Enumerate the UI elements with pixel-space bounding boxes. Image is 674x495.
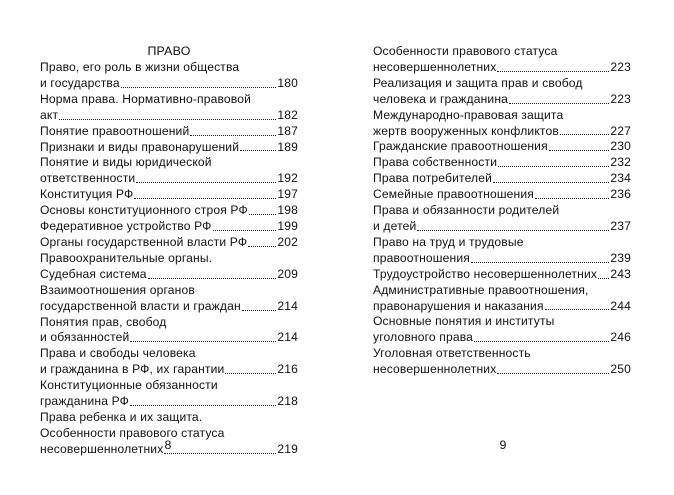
toc-entry	[373, 283, 631, 315]
toc-entry	[373, 155, 631, 171]
toc-entry	[40, 203, 298, 219]
toc-entry-title-line: Норма права. Нормативно-правовой	[40, 91, 252, 106]
toc-entry-title-line: правонарушения и наказания	[373, 298, 544, 313]
toc-entry-title-line: Административные правоотношения,	[373, 282, 589, 297]
toc-entry	[40, 251, 298, 283]
toc-entry-title-line: несовершеннолетних	[40, 441, 164, 456]
dot-leader	[598, 278, 609, 279]
toc-entry-page-number: 250	[610, 362, 631, 377]
toc-entry-title-line: Понятие правоотношений	[40, 123, 190, 138]
toc-entry-title-line: Семейные правоотношения	[373, 187, 534, 202]
toc-entry-title-line: человека и гражданина	[373, 91, 509, 106]
dot-leader	[240, 150, 276, 151]
toc-entry-final-line	[373, 139, 631, 155]
toc-entry-page-number: 239	[610, 250, 631, 265]
toc-entry-page-number: 214	[277, 298, 298, 313]
toc-entry-title-line: несовершеннолетних	[373, 59, 497, 74]
toc-entry	[373, 76, 631, 108]
dot-leader	[249, 214, 277, 215]
toc-entry-final-line	[40, 235, 298, 251]
toc-entry	[40, 346, 298, 378]
toc-entry-final-line	[373, 187, 631, 203]
dot-leader	[417, 230, 609, 231]
toc-entry-page-number: 199	[277, 219, 298, 234]
toc-entry	[40, 155, 298, 187]
toc-entry-page-number: 243	[610, 266, 631, 281]
toc-entry-page-number: 202	[277, 234, 298, 249]
toc-entry-page-number: 182	[277, 107, 298, 122]
toc-entry-page-number: 236	[610, 187, 631, 202]
toc-entry-final-line	[40, 362, 298, 378]
dot-leader	[213, 230, 277, 231]
toc-entry-page-number: 187	[277, 123, 298, 138]
toc-entry	[40, 60, 298, 92]
dot-leader	[493, 182, 609, 183]
toc-entry-page-number: 218	[277, 394, 298, 409]
toc-entry-title-line: Признаки и виды правонарушений	[40, 139, 240, 154]
dot-leader	[545, 309, 610, 310]
toc-entry-title-line: Права и свободы человека	[40, 346, 196, 361]
toc-entry-final-line	[40, 330, 298, 346]
dot-leader	[535, 198, 609, 199]
toc-list	[40, 60, 298, 458]
page-number: 9	[499, 438, 507, 452]
toc-entry-title-line: Особенности правового статуса	[40, 425, 225, 440]
toc-entry-title-line: Понятия прав, свобод	[40, 314, 167, 329]
toc-entry-page-number: 244	[610, 298, 631, 313]
page-number: 8	[164, 438, 172, 452]
toc-entry-final-line	[40, 299, 298, 315]
toc-entry-page-number: 198	[277, 203, 298, 218]
toc-entry	[40, 140, 298, 156]
toc-entry-final-line	[40, 108, 298, 124]
toc-entry-final-line	[373, 124, 631, 140]
toc-entry-title-line: ответственности	[40, 171, 136, 186]
toc-entry-title-line: Права ребенка и их защита.	[40, 409, 203, 424]
dot-leader	[509, 103, 609, 104]
toc-entry-final-line	[373, 92, 631, 108]
left-page	[40, 0, 298, 495]
dot-leader	[474, 341, 609, 342]
toc-entry	[373, 44, 631, 76]
toc-entry-title-line: Федеративное устройство РФ	[40, 219, 212, 234]
toc-entry-title-line: уголовного права	[373, 330, 474, 345]
toc-entry-final-line	[373, 219, 631, 235]
toc-entry-title-line: несовершеннолетних	[373, 362, 497, 377]
toc-entry-title-line: Органы государственной власти РФ	[40, 234, 248, 249]
toc-entry-title-line: Конституция РФ	[40, 187, 134, 202]
dot-leader	[136, 182, 276, 183]
toc-entry-title-line: акт	[40, 107, 59, 122]
toc-entry-title-line: и детей	[373, 218, 417, 233]
toc-entry	[373, 346, 631, 378]
toc-entry	[373, 267, 631, 283]
toc-entry-title-line: Права собственности	[373, 155, 498, 170]
dot-leader	[130, 405, 276, 406]
toc-entry-title-line: Право на труд и трудовые	[373, 234, 524, 249]
toc-entry-page-number: 197	[277, 187, 298, 202]
toc-entry	[40, 378, 298, 410]
dot-leader	[130, 341, 276, 342]
toc-entry	[40, 92, 298, 124]
toc-entry-title-line: Понятие и виды юридической	[40, 155, 212, 170]
toc-entry-page-number: 223	[610, 59, 631, 74]
dot-leader	[148, 278, 277, 279]
toc-entry	[373, 171, 631, 187]
toc-entry	[40, 315, 298, 347]
toc-entry-title-line: Основы конституционного строя РФ	[40, 203, 248, 218]
dot-leader	[242, 310, 277, 311]
toc-entry-title-line: Международно-правовая защита	[373, 107, 564, 122]
toc-entry	[373, 108, 631, 140]
toc-entry-page-number: 216	[277, 362, 298, 377]
toc-entry-title-line: Особенности правового статуса	[373, 44, 558, 58]
toc-entry-final-line	[40, 219, 298, 235]
section-title: ПРАВО	[147, 44, 191, 58]
toc-entry-page-number: 189	[277, 139, 298, 154]
toc-entry-title-line: Реализация и защита прав и свобод	[373, 75, 583, 90]
toc-entry-title-line: и государства	[40, 75, 120, 90]
toc-entry-page-number: 192	[277, 171, 298, 186]
toc-entry-final-line	[40, 76, 298, 92]
dot-leader	[225, 373, 276, 374]
toc-entry-title-line: Судебная система	[40, 266, 147, 281]
dot-leader	[248, 246, 276, 247]
toc-entry-final-line	[40, 140, 298, 156]
dot-leader	[497, 71, 609, 72]
toc-entry	[40, 283, 298, 315]
dot-leader	[498, 166, 609, 167]
toc-entry	[373, 235, 631, 267]
dot-leader	[190, 135, 276, 136]
toc-entry-page-number: 230	[610, 139, 631, 154]
toc-entry-page-number: 214	[277, 330, 298, 345]
toc-entry	[40, 124, 298, 140]
toc-entry-title-line: Уголовная ответственность	[373, 346, 531, 361]
toc-list	[373, 44, 631, 378]
toc-entry-title-line: Права потребителей	[373, 171, 493, 186]
toc-entry	[373, 187, 631, 203]
toc-entry-final-line	[40, 394, 298, 410]
toc-entry-page-number: 234	[610, 171, 631, 186]
toc-entry-page-number: 246	[610, 330, 631, 345]
toc-entry-final-line	[40, 267, 298, 283]
dot-leader	[59, 119, 276, 120]
dot-leader	[121, 87, 277, 88]
toc-entry-title-line: Права и обязанности родителей	[373, 203, 560, 218]
toc-entry-page-number: 232	[610, 155, 631, 170]
toc-entry-title-line: Основные понятия и институты	[373, 314, 555, 329]
toc-entry	[373, 203, 631, 235]
toc-entry-title-line: Трудоустройство несовершеннолетних	[373, 266, 598, 281]
toc-entry	[40, 235, 298, 251]
toc-entry-final-line	[40, 124, 298, 140]
toc-entry	[373, 139, 631, 155]
toc-entry-page-number: 180	[277, 75, 298, 90]
toc-entry-title-line: Правоохранительные органы.	[40, 250, 213, 265]
toc-entry-title-line: гражданина РФ	[40, 394, 130, 409]
toc-entry-final-line	[40, 203, 298, 219]
toc-entry-title-line: и обязанностей	[40, 330, 130, 345]
toc-entry-final-line	[373, 60, 631, 76]
toc-entry-title-line: Конституционные обязанности	[40, 378, 218, 393]
toc-entry-title-line: жертв вооруженных конфликтов	[373, 123, 559, 138]
dot-leader	[560, 134, 609, 135]
toc-entry-final-line	[373, 362, 631, 378]
dot-leader	[134, 198, 276, 199]
toc-entry-final-line	[373, 155, 631, 171]
toc-entry-final-line	[373, 251, 631, 267]
toc-entry-page-number: 227	[610, 123, 631, 138]
toc-entry-page-number: 223	[610, 91, 631, 106]
toc-entry-page-number: 219	[277, 441, 298, 456]
toc-entry	[40, 219, 298, 235]
toc-entry	[40, 187, 298, 203]
toc-entry-title-line: государственной власти и граждан	[40, 298, 241, 313]
toc-entry-final-line	[40, 187, 298, 203]
toc-entry-final-line	[373, 171, 631, 187]
toc-entry-final-line	[373, 267, 631, 283]
dot-leader	[497, 373, 609, 374]
toc-entry-title-line: Гражданские правоотношения	[373, 139, 548, 154]
dot-leader	[549, 150, 610, 151]
toc-entry	[373, 314, 631, 346]
toc-entry-final-line	[373, 299, 631, 315]
dot-leader	[471, 262, 609, 263]
toc-entry-final-line	[373, 330, 631, 346]
toc-entry-title-line: и гражданина в РФ, их гарантии	[40, 362, 225, 377]
toc-entry-final-line	[40, 171, 298, 187]
toc-entry-title-line: правоотношения	[373, 250, 470, 265]
toc-entry-page-number: 209	[277, 266, 298, 281]
toc-entry-title-line: Право, его роль в жизни общества	[40, 60, 240, 74]
toc-entry-title-line: Взаимоотношения органов	[40, 282, 195, 297]
toc-entry-page-number: 237	[610, 218, 631, 233]
right-page	[373, 0, 631, 495]
